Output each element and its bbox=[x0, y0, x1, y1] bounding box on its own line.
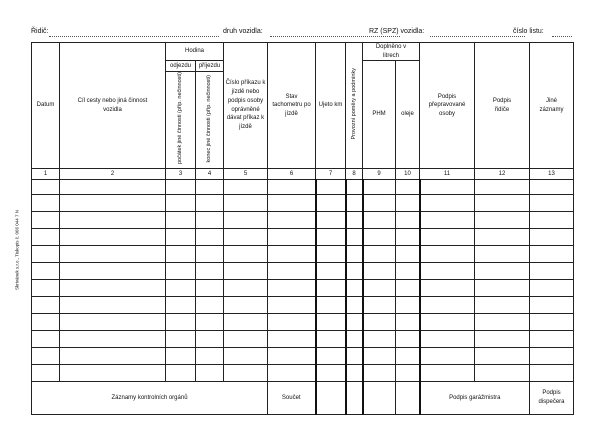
log-cell[interactable] bbox=[268, 263, 316, 280]
header-departure: odjezdu bbox=[166, 61, 196, 72]
log-cell[interactable] bbox=[268, 229, 316, 246]
log-cell[interactable] bbox=[420, 331, 475, 348]
log-cell[interactable] bbox=[475, 263, 530, 280]
header-end-note: konec jiné činnosti (příp. nečinnosti) bbox=[196, 72, 224, 169]
log-cell[interactable] bbox=[346, 246, 363, 263]
log-cell[interactable] bbox=[196, 212, 224, 229]
log-cell[interactable] bbox=[530, 212, 574, 229]
log-cell[interactable] bbox=[475, 212, 530, 229]
log-cell[interactable] bbox=[530, 348, 574, 365]
log-cell[interactable] bbox=[420, 263, 475, 280]
log-cell[interactable] bbox=[166, 229, 196, 246]
header-destination: Cíl cesty nebo jiná činnost vozidla bbox=[60, 43, 166, 169]
log-cell[interactable] bbox=[166, 180, 196, 195]
log-cell[interactable] bbox=[530, 246, 574, 263]
log-cell[interactable] bbox=[196, 246, 224, 263]
log-cell[interactable] bbox=[346, 180, 363, 195]
log-cell[interactable] bbox=[32, 180, 60, 195]
col-num: 2 bbox=[60, 169, 166, 180]
driver-label: Řidič: bbox=[31, 28, 49, 35]
log-cell[interactable] bbox=[396, 195, 420, 212]
log-cell[interactable] bbox=[530, 331, 574, 348]
log-row bbox=[32, 212, 574, 229]
header-fields bbox=[31, 28, 572, 40]
log-row bbox=[32, 195, 574, 212]
log-cell[interactable] bbox=[196, 297, 224, 314]
total-label: Součet bbox=[268, 382, 316, 415]
log-cell[interactable] bbox=[268, 297, 316, 314]
log-cell[interactable] bbox=[32, 348, 60, 365]
log-cell[interactable] bbox=[396, 297, 420, 314]
log-cell[interactable] bbox=[60, 212, 166, 229]
log-cell[interactable] bbox=[196, 365, 224, 382]
log-cell[interactable] bbox=[166, 314, 196, 331]
log-cell[interactable] bbox=[32, 246, 60, 263]
header-start-note: počátek jiné činnosti (příp. nečinnosti) bbox=[166, 72, 196, 169]
log-cell[interactable] bbox=[530, 229, 574, 246]
log-cell[interactable] bbox=[268, 314, 316, 331]
log-cell[interactable] bbox=[316, 263, 346, 280]
log-cell[interactable] bbox=[346, 263, 363, 280]
col-num: 12 bbox=[475, 169, 530, 180]
log-cell[interactable] bbox=[420, 229, 475, 246]
log-cell[interactable] bbox=[196, 331, 224, 348]
log-cell[interactable] bbox=[316, 246, 346, 263]
log-cell[interactable] bbox=[268, 280, 316, 297]
log-cell[interactable] bbox=[224, 314, 268, 331]
log-cell[interactable] bbox=[60, 348, 166, 365]
plate-label: RZ (SPZ) vozidla: bbox=[369, 28, 425, 35]
log-cell[interactable] bbox=[316, 348, 346, 365]
log-cell[interactable] bbox=[268, 195, 316, 212]
printer-imprint: Skrivánek s.r.o., Tiskopis č. 066 044 7 N bbox=[14, 209, 20, 291]
header-odometer: Stav tachometru po jízdě bbox=[268, 43, 316, 169]
log-cell[interactable] bbox=[32, 331, 60, 348]
header-oil: oleje bbox=[396, 61, 420, 169]
log-row bbox=[32, 331, 574, 348]
total-oil-cell[interactable] bbox=[396, 382, 420, 415]
log-cell[interactable] bbox=[60, 314, 166, 331]
log-cell[interactable] bbox=[475, 246, 530, 263]
log-cell[interactable] bbox=[60, 180, 166, 195]
log-cell[interactable] bbox=[346, 280, 363, 297]
log-cell[interactable] bbox=[346, 229, 363, 246]
log-cell[interactable] bbox=[224, 246, 268, 263]
log-cell[interactable] bbox=[224, 195, 268, 212]
header-order-number: Číslo příkazu k jízdě nebo podpis osoby oprávněné dávat příkaz k jízdě bbox=[224, 43, 268, 169]
log-cell[interactable] bbox=[32, 280, 60, 297]
log-cell[interactable] bbox=[224, 280, 268, 297]
log-cell[interactable] bbox=[166, 297, 196, 314]
header-arrival: příjezdu bbox=[196, 61, 224, 72]
driver-field[interactable] bbox=[49, 29, 219, 37]
col-num: 8 bbox=[346, 169, 363, 180]
log-cell[interactable] bbox=[363, 365, 396, 382]
log-cell[interactable] bbox=[363, 297, 396, 314]
header-fuel: PHM bbox=[363, 61, 396, 169]
log-cell[interactable] bbox=[268, 331, 316, 348]
log-cell[interactable] bbox=[530, 314, 574, 331]
log-cell[interactable] bbox=[32, 314, 60, 331]
log-cell[interactable] bbox=[475, 195, 530, 212]
log-cell[interactable] bbox=[316, 280, 346, 297]
log-cell[interactable] bbox=[363, 348, 396, 365]
log-cell[interactable] bbox=[316, 297, 346, 314]
log-cell[interactable] bbox=[196, 314, 224, 331]
plate-field[interactable] bbox=[430, 29, 525, 37]
log-row bbox=[32, 229, 574, 246]
log-table bbox=[31, 42, 574, 415]
log-cell[interactable] bbox=[420, 180, 475, 195]
log-row bbox=[32, 297, 574, 314]
total-fuel-cell[interactable] bbox=[363, 382, 396, 415]
log-cell[interactable] bbox=[316, 365, 346, 382]
log-cell[interactable] bbox=[363, 263, 396, 280]
garage-signature[interactable]: Podpis garážmistra bbox=[420, 382, 530, 415]
log-cell[interactable] bbox=[396, 229, 420, 246]
col-num: 4 bbox=[196, 169, 224, 180]
log-cell[interactable] bbox=[346, 195, 363, 212]
log-cell[interactable] bbox=[224, 263, 268, 280]
col-num: 6 bbox=[268, 169, 316, 180]
sheet-field[interactable] bbox=[552, 29, 572, 37]
sheet-label: číslo listu: bbox=[513, 28, 544, 35]
log-cell[interactable] bbox=[530, 365, 574, 382]
vehicle-type-label: druh vozidla: bbox=[223, 28, 263, 35]
log-cell[interactable] bbox=[346, 365, 363, 382]
log-cell[interactable] bbox=[363, 229, 396, 246]
log-cell[interactable] bbox=[60, 280, 166, 297]
log-cell[interactable] bbox=[166, 263, 196, 280]
header-km: Ujeto km bbox=[316, 43, 346, 169]
log-cell[interactable] bbox=[396, 280, 420, 297]
log-cell[interactable] bbox=[32, 212, 60, 229]
col-num: 13 bbox=[530, 169, 574, 180]
log-cell[interactable] bbox=[420, 348, 475, 365]
col-num: 10 bbox=[396, 169, 420, 180]
log-cell[interactable] bbox=[420, 212, 475, 229]
log-row bbox=[32, 246, 574, 263]
log-row bbox=[32, 365, 574, 382]
log-cell[interactable] bbox=[420, 246, 475, 263]
log-cell[interactable] bbox=[60, 229, 166, 246]
log-cell[interactable] bbox=[363, 195, 396, 212]
log-cell[interactable] bbox=[396, 180, 420, 195]
log-cell[interactable] bbox=[224, 180, 268, 195]
control-records[interactable]: Záznamy kontrolních orgánů bbox=[32, 382, 268, 415]
log-cell[interactable] bbox=[475, 314, 530, 331]
total-conditions-cell[interactable] bbox=[346, 382, 363, 415]
log-cell[interactable] bbox=[268, 348, 316, 365]
log-cell[interactable] bbox=[224, 331, 268, 348]
log-cell[interactable] bbox=[32, 365, 60, 382]
log-cell[interactable] bbox=[166, 195, 196, 212]
col-num: 3 bbox=[166, 169, 196, 180]
log-cell[interactable] bbox=[420, 314, 475, 331]
log-cell[interactable] bbox=[475, 365, 530, 382]
log-cell[interactable] bbox=[475, 180, 530, 195]
header-conditions: Provozní poměry a podmínky bbox=[346, 43, 363, 169]
log-cell[interactable] bbox=[396, 348, 420, 365]
log-cell[interactable] bbox=[420, 280, 475, 297]
log-cell[interactable] bbox=[60, 246, 166, 263]
log-cell[interactable] bbox=[363, 280, 396, 297]
header-other: Jiné záznamy bbox=[530, 43, 574, 169]
log-cell[interactable] bbox=[60, 195, 166, 212]
log-cell[interactable] bbox=[530, 263, 574, 280]
log-cell[interactable] bbox=[363, 212, 396, 229]
log-cell[interactable] bbox=[32, 195, 60, 212]
col-num: 9 bbox=[363, 169, 396, 180]
log-row bbox=[32, 348, 574, 365]
col-num: 5 bbox=[224, 169, 268, 180]
log-cell[interactable] bbox=[196, 280, 224, 297]
log-cell[interactable] bbox=[346, 212, 363, 229]
log-cell[interactable] bbox=[196, 348, 224, 365]
log-cell[interactable] bbox=[530, 180, 574, 195]
log-cell[interactable] bbox=[316, 180, 346, 195]
log-cell[interactable] bbox=[475, 229, 530, 246]
log-cell[interactable] bbox=[32, 263, 60, 280]
log-cell[interactable] bbox=[316, 229, 346, 246]
log-cell[interactable] bbox=[166, 280, 196, 297]
log-cell[interactable] bbox=[346, 348, 363, 365]
log-cell[interactable] bbox=[346, 314, 363, 331]
log-cell[interactable] bbox=[196, 195, 224, 212]
log-cell[interactable] bbox=[32, 297, 60, 314]
header-hour: Hodina bbox=[166, 43, 224, 61]
col-num: 7 bbox=[316, 169, 346, 180]
log-cell[interactable] bbox=[268, 180, 316, 195]
log-cell[interactable] bbox=[475, 331, 530, 348]
total-km-cell[interactable] bbox=[316, 382, 346, 415]
log-cell[interactable] bbox=[530, 297, 574, 314]
log-cell[interactable] bbox=[475, 297, 530, 314]
col-num: 1 bbox=[32, 169, 60, 180]
header-refueled: Doplněno v litrech bbox=[363, 43, 420, 61]
log-cell[interactable] bbox=[32, 229, 60, 246]
header-passenger-signature: Podpis přepravované osoby bbox=[420, 43, 475, 169]
log-cell[interactable] bbox=[60, 331, 166, 348]
log-cell[interactable] bbox=[268, 246, 316, 263]
log-cell[interactable] bbox=[166, 331, 196, 348]
log-cell[interactable] bbox=[196, 229, 224, 246]
log-cell[interactable] bbox=[420, 297, 475, 314]
log-cell[interactable] bbox=[268, 365, 316, 382]
log-row bbox=[32, 314, 574, 331]
log-cell[interactable] bbox=[475, 280, 530, 297]
log-cell[interactable] bbox=[196, 263, 224, 280]
log-row bbox=[32, 180, 574, 195]
log-cell[interactable] bbox=[530, 195, 574, 212]
column-numbers-row bbox=[32, 169, 574, 180]
log-cell[interactable] bbox=[60, 365, 166, 382]
log-cell[interactable] bbox=[346, 297, 363, 314]
log-cell[interactable] bbox=[530, 280, 574, 297]
log-cell[interactable] bbox=[316, 195, 346, 212]
log-cell[interactable] bbox=[224, 229, 268, 246]
log-row bbox=[32, 280, 574, 297]
log-cell[interactable] bbox=[420, 195, 475, 212]
log-cell[interactable] bbox=[316, 212, 346, 229]
log-cell[interactable] bbox=[166, 348, 196, 365]
log-cell[interactable] bbox=[420, 365, 475, 382]
dispatcher-signature[interactable]: Podpis dispečera bbox=[530, 382, 574, 415]
log-cell[interactable] bbox=[363, 314, 396, 331]
log-cell[interactable] bbox=[224, 348, 268, 365]
log-cell[interactable] bbox=[363, 180, 396, 195]
log-cell[interactable] bbox=[166, 212, 196, 229]
col-num: 11 bbox=[420, 169, 475, 180]
log-cell[interactable] bbox=[316, 314, 346, 331]
log-cell[interactable] bbox=[268, 212, 316, 229]
log-cell[interactable] bbox=[224, 365, 268, 382]
log-cell[interactable] bbox=[346, 331, 363, 348]
log-cell[interactable] bbox=[224, 297, 268, 314]
log-cell[interactable] bbox=[60, 297, 166, 314]
log-cell[interactable] bbox=[363, 331, 396, 348]
log-cell[interactable] bbox=[396, 314, 420, 331]
log-cell[interactable] bbox=[396, 212, 420, 229]
log-cell[interactable] bbox=[166, 246, 196, 263]
header-driver-signature: Podpis řidiče bbox=[475, 43, 530, 169]
log-cell[interactable] bbox=[224, 212, 268, 229]
log-cell[interactable] bbox=[166, 365, 196, 382]
log-cell[interactable] bbox=[363, 246, 396, 263]
log-row bbox=[32, 263, 574, 280]
header-date: Datum bbox=[32, 43, 60, 169]
log-cell[interactable] bbox=[396, 263, 420, 280]
log-cell[interactable] bbox=[396, 365, 420, 382]
log-cell[interactable] bbox=[475, 348, 530, 365]
log-cell[interactable] bbox=[60, 263, 166, 280]
log-cell[interactable] bbox=[316, 331, 346, 348]
log-cell[interactable] bbox=[396, 246, 420, 263]
footer-row bbox=[32, 382, 574, 415]
log-cell[interactable] bbox=[396, 331, 420, 348]
log-cell[interactable] bbox=[196, 180, 224, 195]
